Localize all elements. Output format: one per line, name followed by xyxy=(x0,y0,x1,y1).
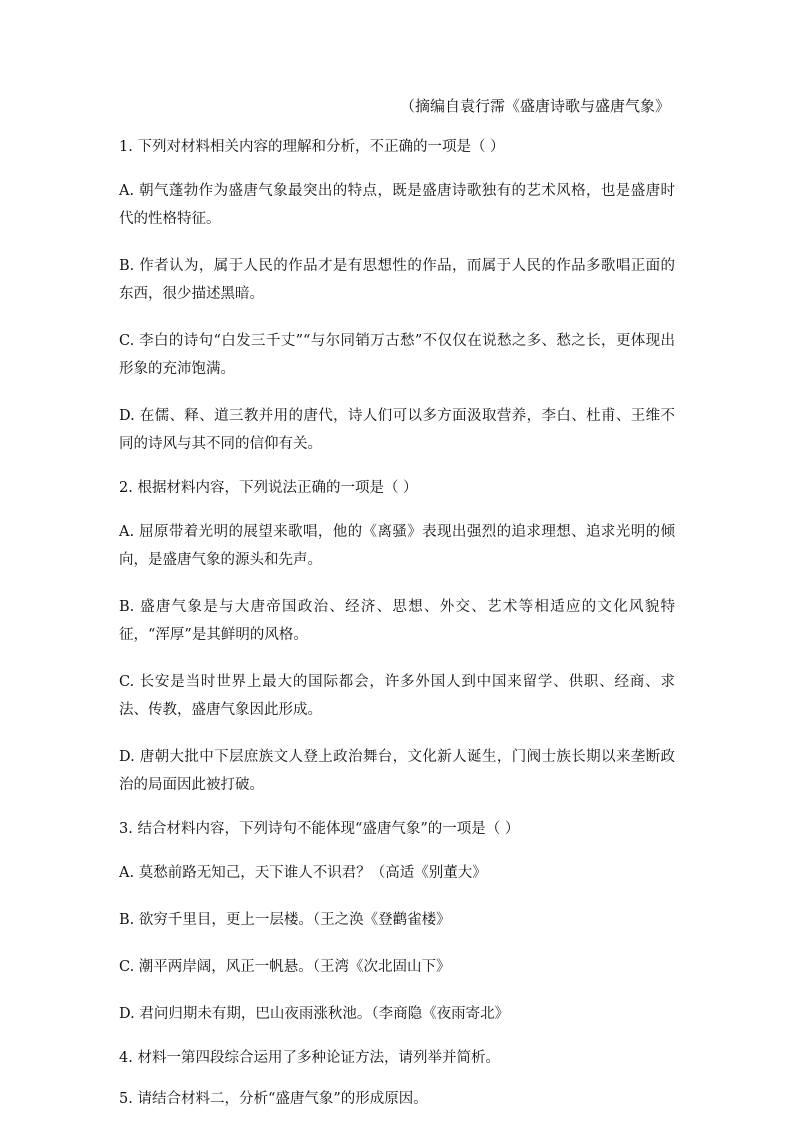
question-3-option-a: A. 莫愁前路无知己，天下谁人不识君？（高适《别董大》 xyxy=(119,865,487,881)
question-list xyxy=(119,136,675,1110)
question-3-stem: 3. 结合材料内容，下列诗句不能体现“盛唐气象”的一项是（ ） xyxy=(119,821,520,837)
question-2-option-a: A. 屈原带着光明的展望来歌唱，他的《离骚》表现出强烈的追求理想、追求光明的倾向，是盛唐气象的源头和先声。 xyxy=(119,524,675,568)
question-2-option-c: C. 长安是当时世界上最大的国际都会，许多外国人到中国来留学、供职、经商、求法、传教，盛唐气象因此形成。 xyxy=(119,674,675,718)
question-2-stem: 2. 根据材料内容，下列说法正确的一项是（ ） xyxy=(119,480,418,496)
question-3-option-b: B. 欲穷千里目，更上一层楼。（王之涣《登鹳雀楼》 xyxy=(119,912,451,928)
question-2-option-d: D. 唐朝大批中下层庶族文人登上政治舞台，文化新人诞生，门阀士族长期以来垄断政治的局面因此被打破。 xyxy=(119,749,675,793)
question-1-option-b: B. 作者认为，属于人民的作品才是有思想性的作品，而属于人民的作品多歌唱正面的东西，很少描述黑暗。 xyxy=(119,258,675,302)
question-1-stem: 1. 下列对材料相关内容的理解和分析，不正确的一项是（ ） xyxy=(119,139,505,155)
question-1-option-a: A. 朝气蓬勃作为盛唐气象最突出的特点，既是盛唐诗歌独有的艺术风格，也是盛唐时代的性格特征。 xyxy=(119,183,675,227)
question-3-option-d: D. 君问归期未有期，巴山夜雨涨秋池。（李商隐《夜雨寄北》 xyxy=(119,1006,510,1022)
source-citation: （摘编自袁行霈《盛唐诗歌与盛唐气象》 xyxy=(399,97,670,115)
question-3-option-c: C. 潮平两岸阔，风正一帆悬。（王湾《次北固山下》 xyxy=(119,959,451,975)
question-2-option-b: B. 盛唐气象是与大唐帝国政治、经济、思想、外交、艺术等相适应的文化风貌特征，“浑厚”是其鲜明的风格。 xyxy=(119,599,675,643)
question-5-stem: 5. 请结合材料二，分析“盛唐气象”的形成原因。 xyxy=(119,1091,428,1107)
question-1-option-c: C. 李白的诗句“白发三千丈”“与尔同销万古愁”不仅仅在说愁之多、愁之长，更体现出形象的充沛饱满。 xyxy=(119,333,675,377)
question-1-option-d: D. 在儒、释、道三教并用的唐代，诗人们可以多方面汲取营养，李白、杜甫、王维不同的诗风与其不同的信仰有关。 xyxy=(119,408,675,452)
question-4-stem: 4. 材料一第四段综合运用了多种论证方法，请列举并简析。 xyxy=(119,1050,500,1066)
